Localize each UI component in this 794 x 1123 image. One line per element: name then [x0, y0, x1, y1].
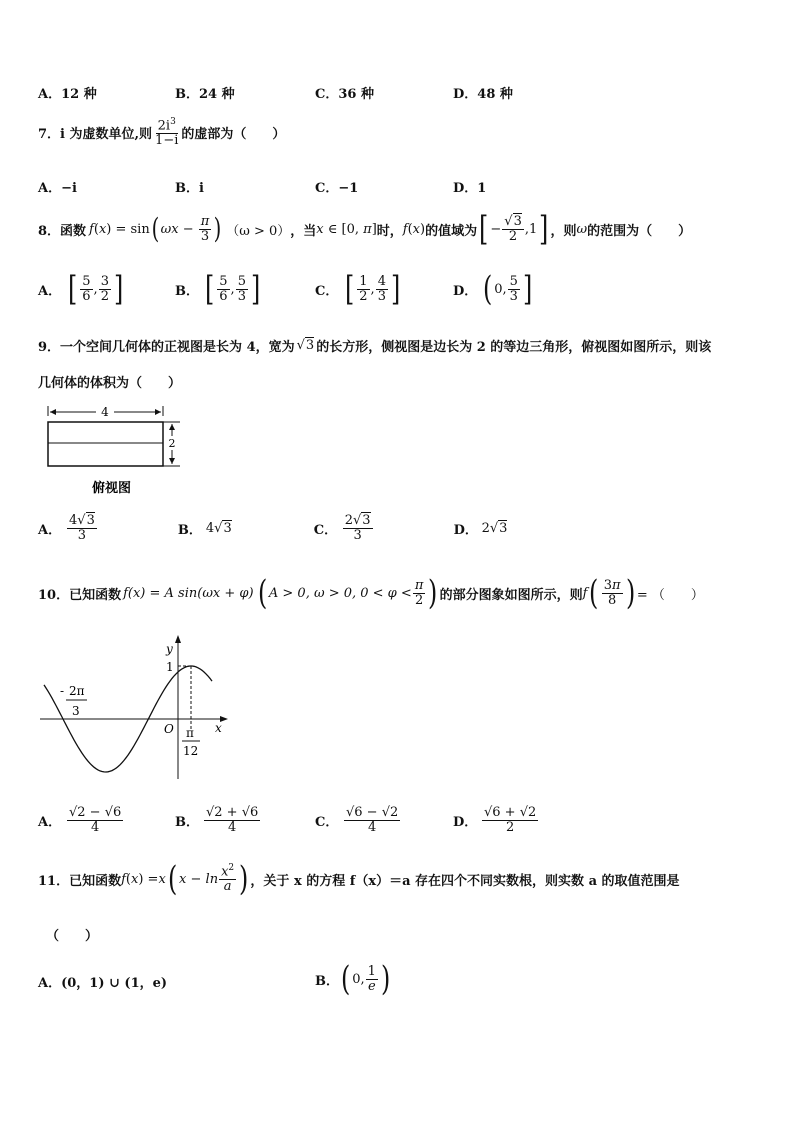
q10-one-label: 1 — [166, 660, 174, 674]
q8-option-b: B． [ $\frac{5}{6}$ , $\frac{5}{3}$ ] — [175, 269, 261, 309]
q11-function: f ( x ) = x ( x − ln $\frac{x^2}{a}$ ) — [121, 859, 249, 899]
q10-neg-tick-num: 2π — [69, 684, 85, 698]
q11-option-a: A．(0，1) ∪ (1，e) — [38, 976, 168, 991]
q10-pos-tick-num: π — [186, 726, 194, 740]
q9-option-b: 4√3 — [205, 520, 232, 536]
q11-stem: 11．已知函数 f ( x ) = x ( x − ln $\frac{x^2}{a}$ ) ，关于 x 的方程 f（x）＝a 存在四个不同实数根，则实数 a 的取值范围是 — [38, 859, 680, 899]
q11-stem-line2: （ ） — [46, 929, 99, 944]
q10-stem: 10．已知函数 f(x) = A sin(ωx + φ) ( A > 0, ω > 0, 0 < φ < $\frac{\pi}{2}$ ) 的部分图象如图所示，则 f ( $\frac{3\pi}{8}$ ) = （ ） — [38, 573, 704, 613]
q7-suffix: 的虚部为（ ） — [181, 127, 286, 143]
q10-neg-tick-sign: - — [60, 684, 65, 698]
q8-domain: x ∈ [0, π] — [316, 221, 377, 237]
q10-y-label: y — [166, 642, 173, 656]
q9-fig-width-label: 2 — [168, 437, 176, 450]
q7-fraction: $\frac{2i^3}{1-i}$ — [155, 117, 179, 148]
q10-option-d: D． $\frac{√6 + √2}{2}$ — [453, 805, 537, 835]
q10-options — [38, 806, 573, 834]
q8-options — [38, 269, 573, 309]
q9-options: A． $\frac{4√3}{3}$ B． 4√3 C． $\frac{2√3}{3}$ D． 2√3 — [38, 513, 508, 543]
q10-graph — [38, 633, 238, 783]
q8-function: f ( x ) = sin ( ωx − $\frac{\pi}{3}$ ) — [89, 212, 222, 245]
q7-prefix: 7．i 为虚数单位,则 — [38, 127, 153, 143]
q10-pos-tick-den: 12 — [183, 744, 199, 758]
q10-origin-label: O — [164, 722, 174, 736]
q10-option-b: B． $\frac{√2 + √6}{4}$ — [175, 805, 259, 835]
q7-option-b: B．i — [175, 181, 204, 196]
q6-option-d: D．48 种 — [453, 87, 513, 102]
q7-option-c: C．−1 — [315, 181, 359, 196]
q7-option-d: D．1 — [453, 181, 487, 196]
q8-option-a: A． [ $\frac{5}{6}$ , $\frac{3}{2}$ ] — [38, 269, 124, 309]
q6-option-c: C．36 种 — [315, 87, 374, 102]
q8-range: [ − $\frac{√3}{2}$ ,1 ] — [479, 209, 549, 249]
q8-stem: 8．函数 f ( x ) = sin ( ωx − $\frac{\pi}{3}$ ) （ω > 0） ，当 x ∈ [0, π] 时， f (x) 的值域为 [ − $\frac{√3}{2}$ ,1 ] ，则 ω 的范围为（ ） — [38, 209, 692, 249]
q9-top-view-figure — [40, 402, 190, 502]
q7-stem — [38, 118, 285, 148]
q9-stem-line1: 9．一个空间几何体的正视图是长为 4，宽为 √3 的长方形，侧视图是边长为 2 的等边三角形，俯视图如图所示，则该 — [38, 338, 712, 355]
q8-option-c: C． [ $\frac{1}{2}$ , $\frac{4}{3}$ ] — [315, 269, 401, 309]
q7-option-a: A．−i — [38, 181, 77, 196]
q9-stem-line2: 几何体的体积为（ ） — [38, 376, 182, 391]
q9-option-c: $\frac{2√3}{3}$ — [344, 513, 371, 543]
q6-option-a: A．12 种 — [38, 87, 97, 102]
q10-option-c: C． $\frac{√6 - √2}{4}$ — [315, 805, 399, 835]
q6-option-b: B．24 种 — [175, 87, 235, 102]
q10-option-a: A． $\frac{√2 - √6}{4}$ — [38, 805, 122, 835]
q9-fig-caption: 俯视图 — [92, 481, 132, 496]
q9-option-d: 2√3 — [481, 520, 508, 536]
q10-x-label: x — [215, 721, 222, 735]
q11-option-b: B． ( 0, $\frac{1}{e}$ ) — [315, 959, 391, 999]
q9-fig-length-label: 4 — [101, 405, 109, 419]
q10-neg-tick-den: 3 — [72, 704, 80, 718]
q9-option-a: $\frac{4√3}{3}$ — [69, 513, 95, 543]
q8-option-d: D． ( 0, $\frac{5}{3}$ ] — [453, 269, 533, 309]
